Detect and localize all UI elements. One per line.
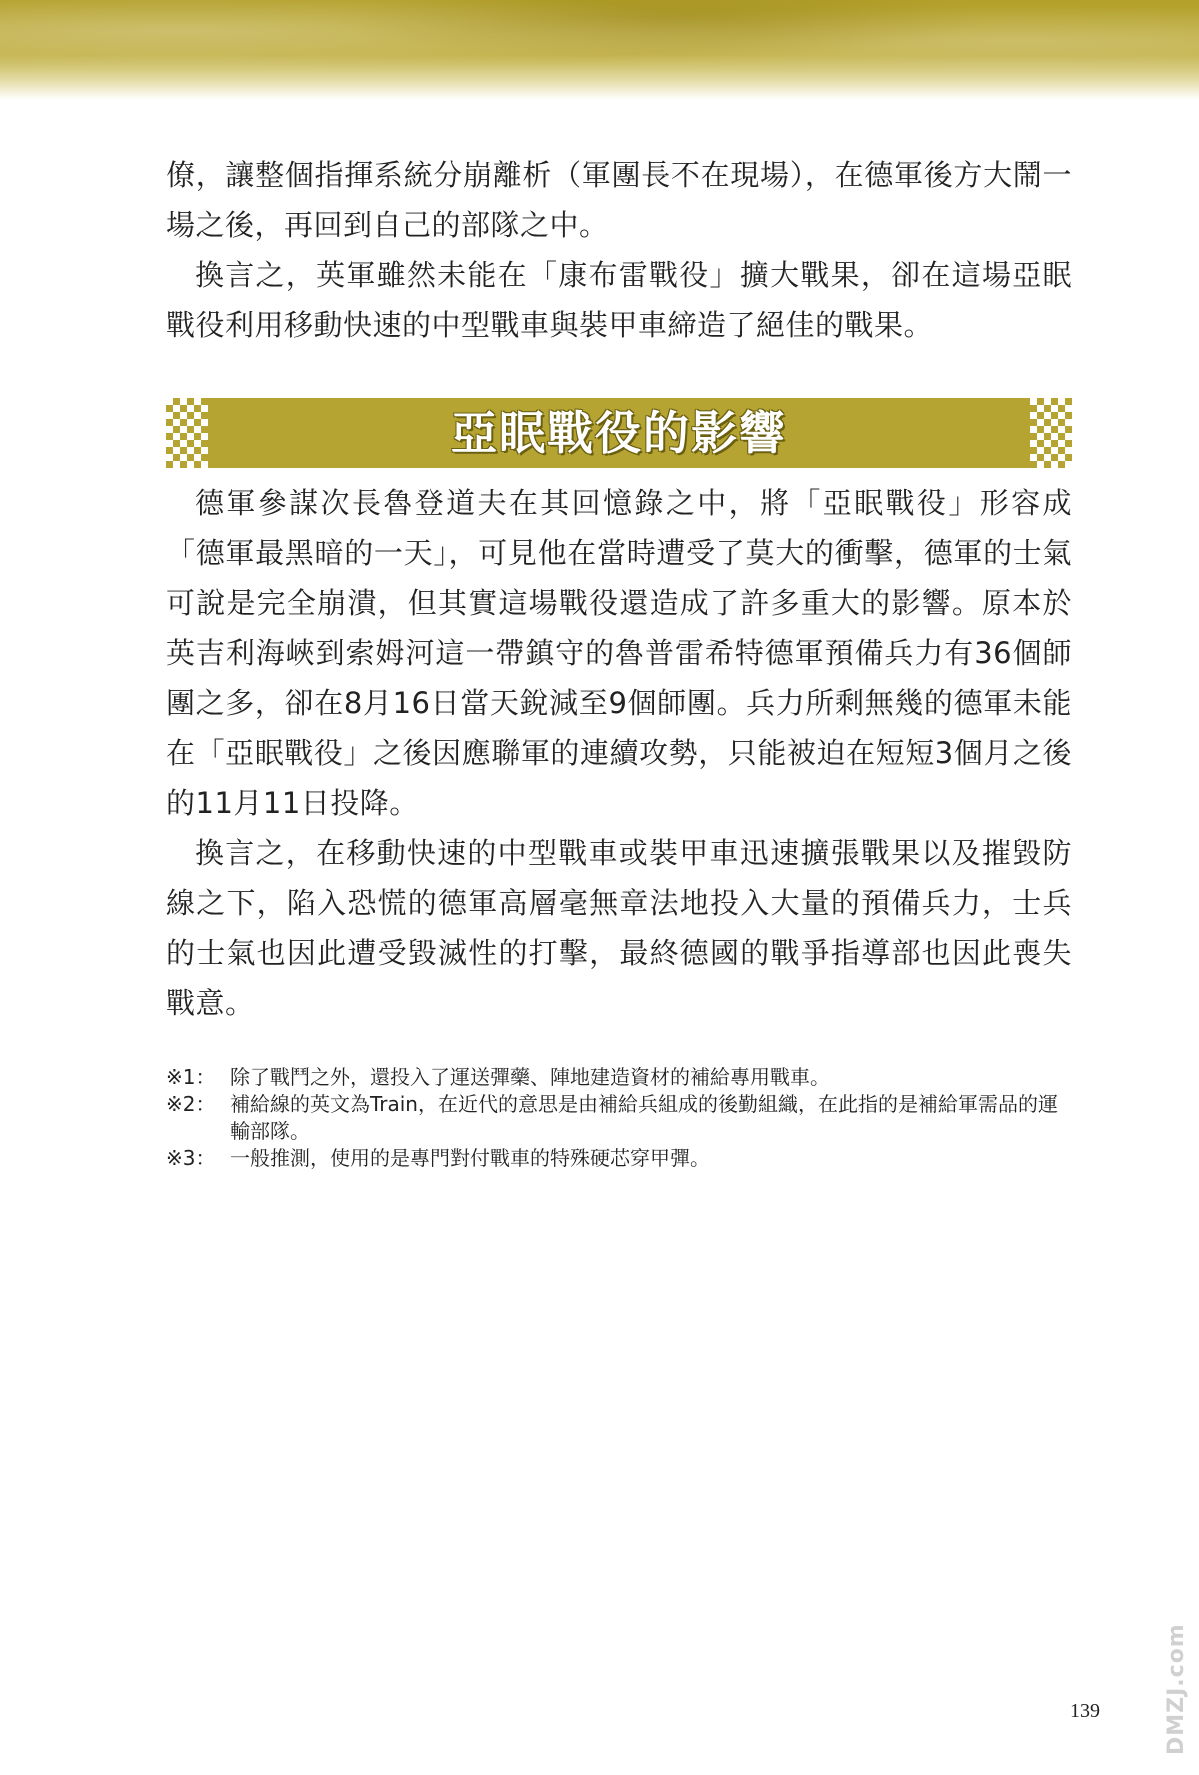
watermark-text: DMZJ.com: [1164, 1623, 1189, 1755]
footnote: [166, 1091, 1072, 1145]
footnote: [166, 1064, 1072, 1091]
watermark-logo: [1160, 1560, 1190, 1760]
paragraph-continuation: 僚，讓整個指揮系統分崩離析（軍團長不在現場），在德軍後方大鬧一場之後，再回到自己的部隊之中。: [166, 158, 1072, 242]
footnote-text: 除了戰鬥之外，還投入了運送彈藥、陣地建造資材的補給專用戰車。: [230, 1065, 830, 1089]
section-heading: 亞眠戰役的影響: [451, 406, 787, 460]
paragraph: 換言之，在移動快速的中型戰車或裝甲車迅速擴張戰果以及摧毀防線之下，陷入恐慌的德軍高層毫無章法地投入大量的預備兵力，士兵的士氣也因此遭受毀滅性的打擊，最終德國的戰爭指導部也因此喪失戰意。: [166, 836, 1072, 1020]
paragraph: 德軍參謀次長魯登道夫在其回憶錄之中，將「亞眠戰役」形容成「德軍最黑暗的一天」，可見他在當時遭受了莫大的衝擊，德軍的士氣可說是完全崩潰，但其實這場戰役還造成了許多重大的影響。原本於英吉利海峽到索姆河這一帶鎮守的魯普雷希特德軍預備兵力有36個師團之多，卻在8月16日當天銳減至9個師團。兵力所剩無幾的德軍未能在「亞眠戰役」之後因應聯軍的連續攻勢，只能被迫在短短3個月之後的11月11日投降。: [166, 486, 1072, 820]
footnote-text: 一般推測，使用的是專門對付戰車的特殊硬芯穿甲彈。: [230, 1146, 710, 1170]
footnote-text: 補給線的英文為Train，在近代的意思是由補給兵組成的後勤組織，在此指的是補給軍需品的運輸部隊。: [230, 1092, 1058, 1143]
section-heading-bar: [166, 398, 1072, 468]
footnote-mark: ※2：: [166, 1092, 216, 1116]
page-content: [166, 150, 1072, 1172]
footnote-mark: ※1：: [166, 1065, 216, 1089]
footnotes: [166, 1064, 1072, 1172]
paragraph: 換言之，英軍雖然未能在「康布雷戰役」擴大戰果，卻在這場亞眠戰役利用移動快速的中型戰車與裝甲車締造了絕佳的戰果。: [166, 258, 1072, 342]
decorative-header-band: [0, 0, 1199, 100]
footnote-mark: ※3：: [166, 1146, 216, 1170]
page-number: 139: [1070, 1700, 1100, 1722]
footnote: [166, 1145, 1072, 1172]
